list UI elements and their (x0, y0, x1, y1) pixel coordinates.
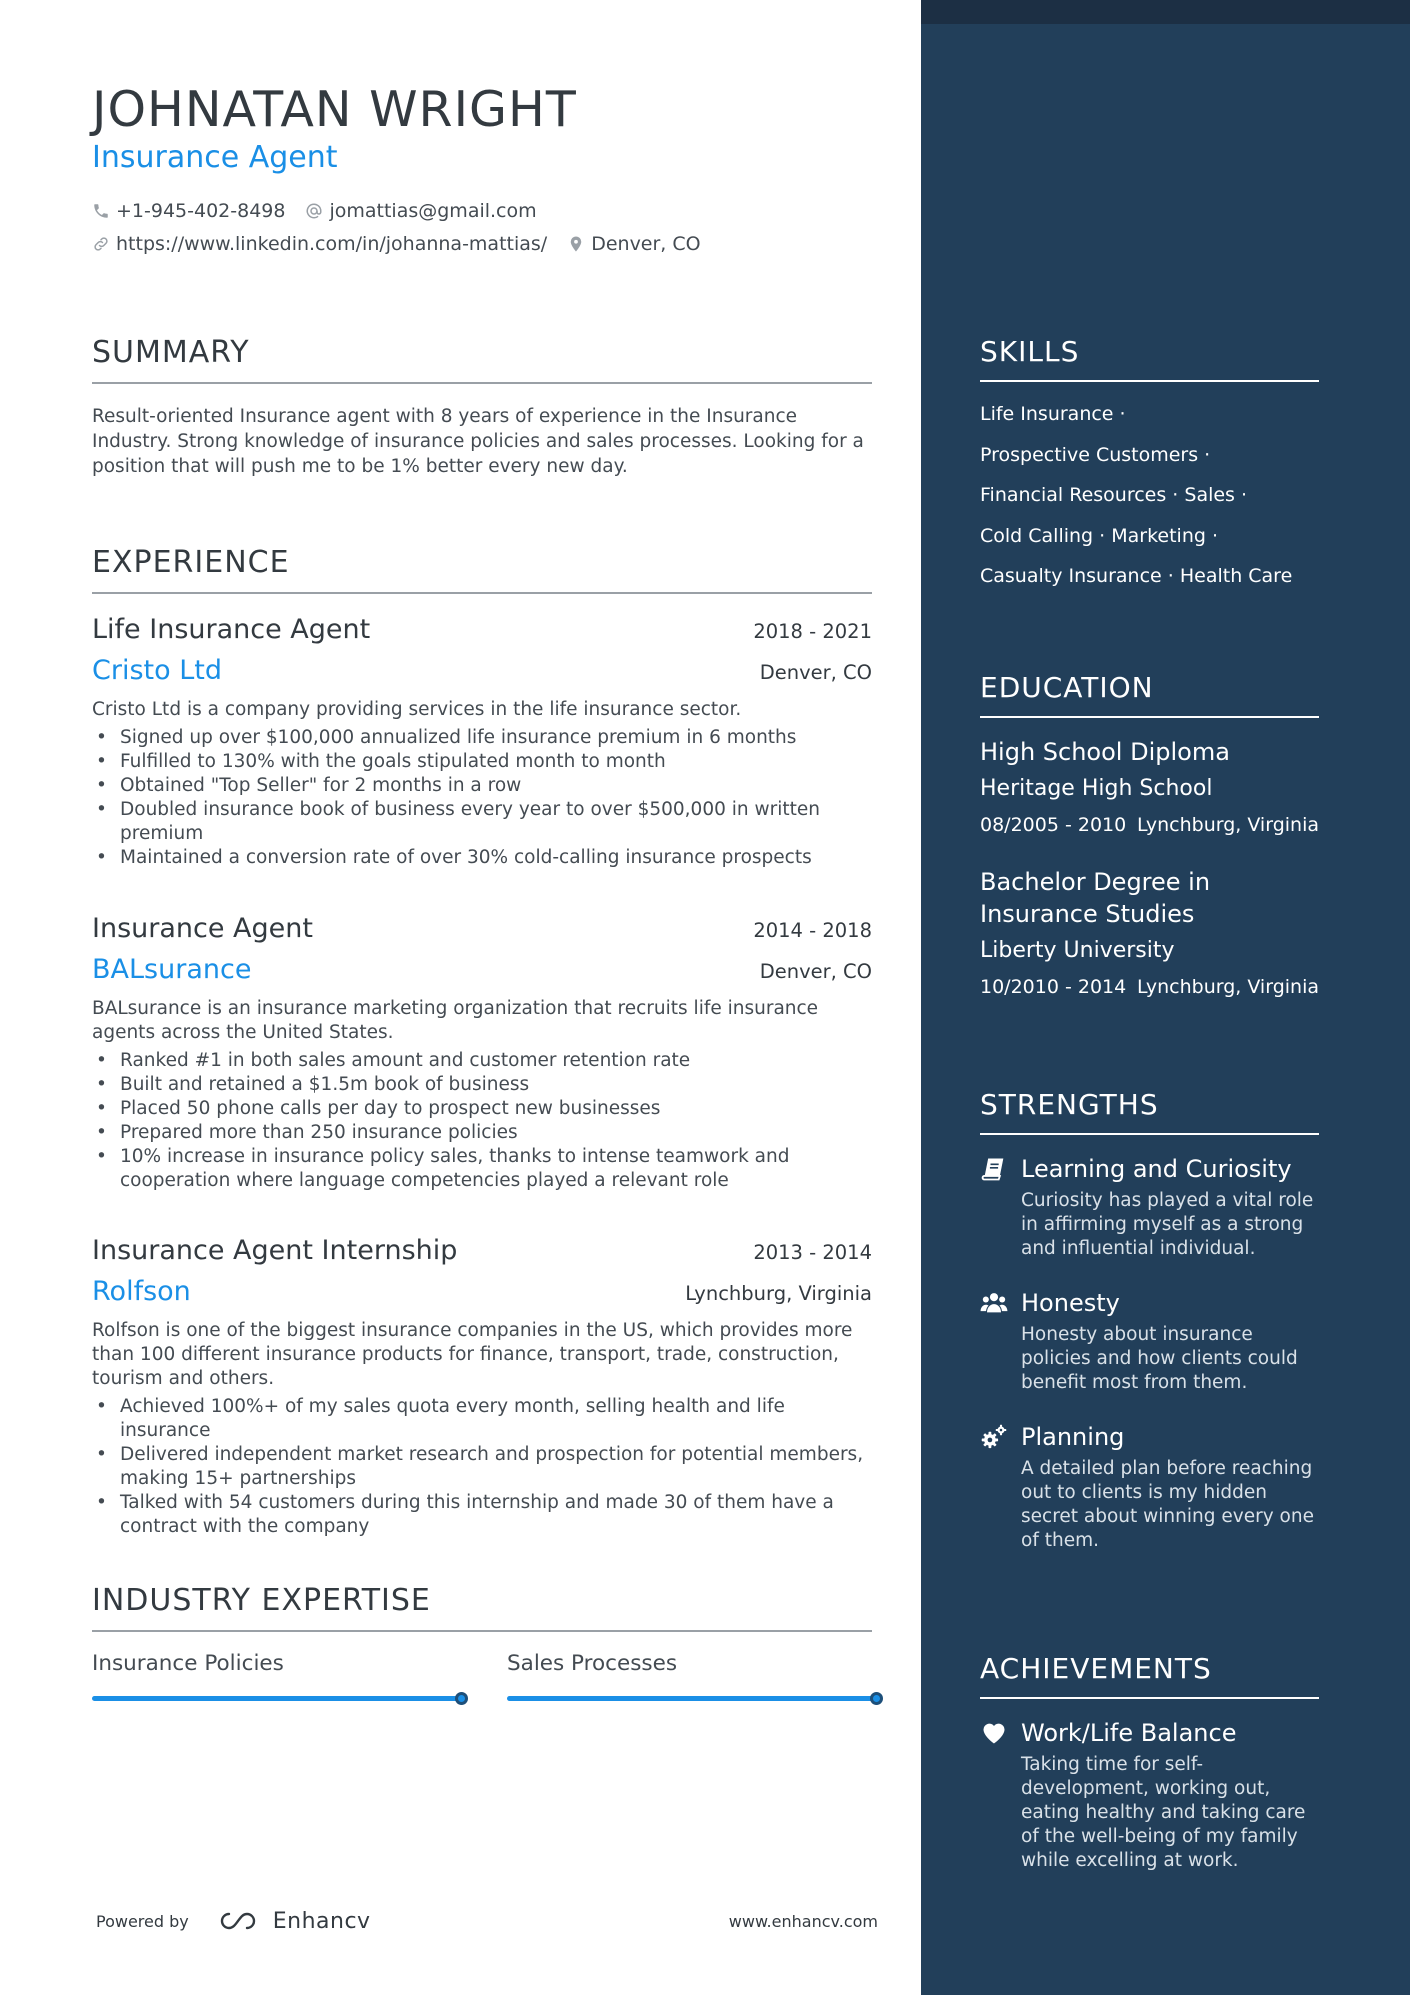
job-entry (92, 913, 872, 1193)
skills-heading: SKILLS (980, 335, 1080, 368)
job-entry (92, 614, 872, 870)
education-dates: 08/2005 - 2010 (980, 814, 1127, 836)
job-dates: 2013 - 2014 (753, 1241, 872, 1264)
skill-line: Casualty Insurance · Health Care (980, 565, 1293, 587)
expertise-heading: INDUSTRY EXPERTISE (92, 1583, 431, 1618)
job-location: Denver, CO (759, 661, 872, 684)
enhancv-brand: Enhancv (272, 1908, 371, 1934)
linkedin-url: https://www.linkedin.com/in/johanna-mattias/ (116, 233, 548, 255)
gears-icon (980, 1423, 1008, 1451)
skills-section (980, 335, 1319, 597)
education-school: Liberty University (980, 938, 1175, 963)
education-dates: 10/2010 - 2014 (980, 976, 1127, 998)
job-title: Insurance Agent (92, 913, 313, 944)
expertise-level-bar (92, 1696, 463, 1701)
heart-icon (980, 1719, 1008, 1747)
strength-title: Planning (1021, 1423, 1125, 1451)
at-icon (305, 202, 323, 220)
bullet-item: • Doubled insurance book of business every year to over $500,000 in written premium (92, 798, 872, 846)
enhancv-logo[interactable] (215, 1909, 371, 1934)
achievement-item (980, 1717, 1319, 1873)
skill-line: Financial Resources · Sales · (980, 484, 1248, 506)
job-location: Denver, CO (759, 960, 872, 983)
expertise-label: Insurance Policies (92, 1651, 284, 1676)
bullet-item: • Signed up over $100,000 annualized life insurance premium in 6 months (92, 726, 872, 750)
bullet-item: • Prepared more than 250 insurance policies (92, 1121, 872, 1145)
location-pin-icon (567, 235, 585, 253)
job-dates: 2014 - 2018 (753, 919, 872, 942)
bullet-item: • Placed 50 phone calls per day to prospect new businesses (92, 1097, 872, 1121)
powered-by-label: Powered by (96, 1911, 189, 1931)
bullet-item: • Maintained a conversion rate of over 30% cold-calling insurance prospects (92, 846, 872, 870)
bullet-item: • Obtained "Top Seller" for 2 months in a row (92, 774, 872, 798)
bullet-item: • Ranked #1 in both sales amount and customer retention rate (92, 1049, 872, 1073)
contact-row-1 (92, 200, 537, 222)
job-bullets (92, 1395, 872, 1539)
strength-item (980, 1287, 1319, 1395)
bullet-item: • Fulfilled to 130% with the goals stipulated month to month (92, 750, 872, 774)
achievements-divider (980, 1697, 1319, 1699)
job-company: Rolfson (92, 1276, 191, 1307)
email-address: jomattias@gmail.com (329, 200, 537, 222)
experience-heading: EXPERIENCE (92, 545, 290, 580)
strength-item (980, 1421, 1319, 1553)
education-divider (980, 716, 1319, 718)
footer-link[interactable]: www.enhancv.com (728, 1911, 878, 1931)
education-section (980, 671, 1319, 998)
job-dates: 2018 - 2021 (753, 620, 872, 643)
strengths-heading: STRENGTHS (980, 1088, 1159, 1121)
job-title: Insurance Agent Internship (92, 1235, 458, 1266)
strength-description: A detailed plan before reaching out to clients is my hidden secret about winning every one of them. (1021, 1458, 1314, 1551)
link-icon (92, 235, 110, 253)
strengths-section (980, 1088, 1319, 1553)
education-school: Heritage High School (980, 776, 1213, 801)
phone-number: +1-945-402-8498 (116, 200, 286, 222)
strength-title: Learning and Curiosity (1021, 1155, 1292, 1183)
expertise-divider (92, 1630, 872, 1632)
education-entry (980, 736, 1319, 836)
strength-title: Honesty (1021, 1289, 1120, 1317)
expertise-level-knob (870, 1692, 883, 1705)
enhancv-logo-icon (215, 1909, 261, 1933)
phone-icon (92, 202, 110, 220)
footer (96, 1905, 878, 1937)
summary-divider (92, 382, 872, 384)
strength-item (980, 1153, 1319, 1261)
location: Denver, CO (591, 233, 701, 255)
sidebar (921, 0, 1410, 1995)
candidate-name: JOHNATAN WRIGHT (92, 81, 577, 138)
expertise-item (92, 1651, 463, 1701)
job-title: Life Insurance Agent (92, 614, 371, 645)
strength-description: Curiosity has played a vital role in affirming myself as a strong and influential individual. (1021, 1190, 1314, 1259)
strengths-divider (980, 1133, 1319, 1135)
education-heading: EDUCATION (980, 671, 1154, 704)
job-company: BALsurance (92, 954, 252, 985)
achievement-description: Taking time for self-development, working out, eating healthy and taking care of the well-being of my family while excelling at work. (1021, 1754, 1306, 1871)
sidebar-top-bar (921, 0, 1410, 24)
bullet-item: • Delivered independent market research and prospection for potential members, making 15+ partnerships (92, 1443, 872, 1491)
users-icon (980, 1289, 1008, 1317)
skill-line: Life Insurance · (980, 403, 1126, 425)
education-degree: Bachelor Degree in Insurance Studies (980, 868, 1211, 928)
experience-divider (92, 592, 872, 594)
achievement-title: Work/Life Balance (1021, 1719, 1237, 1747)
expertise-label: Sales Processes (507, 1651, 678, 1676)
job-bullets (92, 1049, 872, 1193)
job-description: Rolfson is one of the biggest insurance companies in the US, which provides more than 100 different insurance products for finance, transport, trade, construction, tourism and others. (92, 1320, 853, 1389)
bullet-item: • 10% increase in insurance policy sales, thanks to intense teamwork and cooperation where language competencies played a relevant role (92, 1145, 872, 1193)
candidate-title: Insurance Agent (92, 140, 338, 175)
expertise-level-bar (507, 1696, 878, 1701)
achievements-section (980, 1652, 1319, 1873)
summary-heading: SUMMARY (92, 335, 250, 370)
job-description: BALsurance is an insurance marketing organization that recruits life insurance agents across the United States. (92, 998, 819, 1043)
job-entry (92, 1235, 872, 1539)
job-bullets (92, 726, 872, 870)
skill-line: Cold Calling · Marketing · (980, 524, 1219, 547)
bullet-item: • Built and retained a $1.5m book of business (92, 1073, 872, 1097)
skills-list (980, 394, 1319, 597)
skills-divider (980, 380, 1319, 382)
job-location: Lynchburg, Virginia (685, 1282, 872, 1305)
job-company: Cristo Ltd (92, 655, 222, 686)
summary-text: Result-oriented Insurance agent with 8 years of experience in the Insurance Industry. Strong knowledge of insurance policies and sales processes. Looking for a position that will push me to be 1% better every new day. (92, 406, 864, 477)
strength-description: Honesty about insurance policies and how clients could benefit most from them. (1021, 1324, 1298, 1393)
powered-by (96, 1909, 371, 1934)
contact-row-2 (92, 233, 701, 255)
education-location: Lynchburg, Virginia (1137, 814, 1319, 836)
expertise-level-knob (455, 1692, 468, 1705)
bullet-item: • Achieved 100%+ of my sales quota every month, selling health and life insurance (92, 1395, 872, 1443)
expertise-item (507, 1651, 878, 1701)
bullet-item: • Talked with 54 customers during this internship and made 30 of them have a contract with the company (92, 1491, 872, 1539)
skill-line: Prospective Customers · (980, 443, 1211, 466)
job-description: Cristo Ltd is a company providing services in the life insurance sector. (92, 699, 742, 720)
book-icon (980, 1155, 1008, 1183)
achievements-heading: ACHIEVEMENTS (980, 1652, 1212, 1685)
education-entry (980, 866, 1319, 998)
education-degree: High School Diploma (980, 738, 1230, 766)
education-location: Lynchburg, Virginia (1137, 976, 1319, 998)
